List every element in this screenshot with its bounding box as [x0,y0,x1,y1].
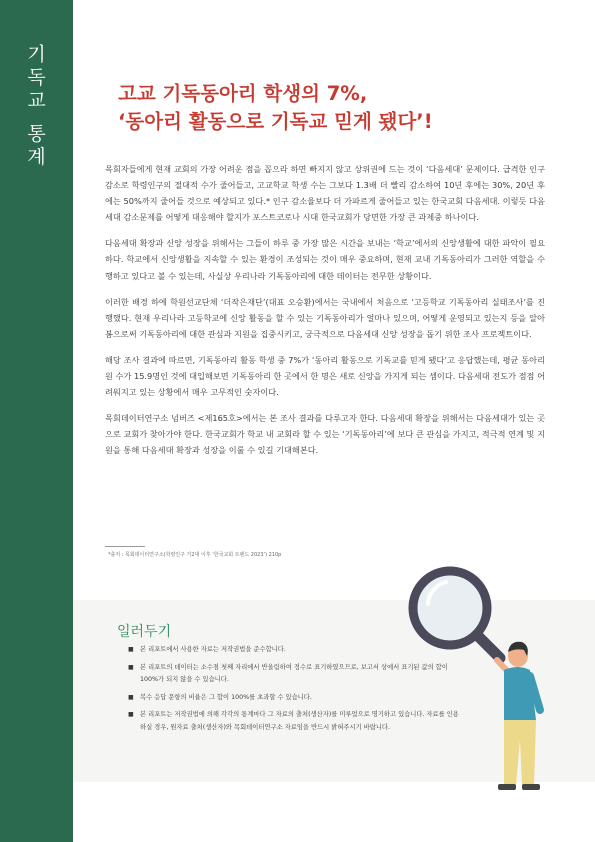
notice-text: 복수 응답 문항의 비율은 그 합이 100%를 초과할 수 있습니다. [140,693,312,701]
bullet-icon: ■ [128,693,134,701]
notice-text: 본 리포트는 저작권법에 의해 각각의 통계마다 그 자료의 출처(생산자)를 미루었으로 명기하고 있습니다. 자료를 인용하실 경우, 원자료 출처(생산자)와 목회데이터연구소 자료임을 반드시 밝혀주시기 바랍니다. [140,711,459,731]
headline-line-1: 고교 기독동아리 학생의 7%, [118,82,368,105]
paragraph: 다음세대 확장과 신앙 성장을 위해서는 그들이 하루 중 가장 많은 시간을 보내는 ‘학교’에서의 신앙생활에 대한 파악이 필요하다. 학교에서 신앙생활을 지속할 수 있는 환경이 조성되는 것이 매우 중요하며, 현재 교내 기독동아리가 그러한 역할을 수행하고 있다고 볼 수 있는데, 사실상 우리나라 기독동아리에 대한 데이터는 전무한 상황이다. [105,238,545,281]
article-headline [118,80,538,136]
footnote: *출처 : 목회데이터연구소(학령인구 기2대 이후 ‘한국교회 트렌드 2023’) 210p [108,552,282,558]
paragraph: 해당 조사 결과에 따르면, 기독동아리 활동 학생 중 7%가 ‘동아리 활동으로 기독교를 믿게 됐다’고 응답했는데, 평균 동아리원 수가 15.9명인 것에 대입해보면 기독동아리 한 곳에서 한 명은 새로 신앙을 가지게 되는 셈이다. 다음세대 전도가 점점 어려워지고 있는 상황에서 매우 고무적인 숫자이다. [105,354,545,398]
paragraph: 이러한 배경 하에 학원선교단체 ‘더작은재단’(대표 오승환)에서는 국내에서 처음으로 ‘고등학교 기독동아리 실태조사’를 진행했다. 현재 우리나라 고등학교에 신앙 활동을 할 수 있는 기독동아리가 얼마나 있으며, 어떻게 운영되고 있는지 등을 알아봄으로써 기독동아리에 대한 관심과 지원을 집중시키고, 궁극적으로 다음세대 신앙 성장을 돕기 위한 조사 프로젝트이다. [105,296,545,339]
article-body [105,161,545,469]
footnote-divider [105,546,145,547]
notice-text: 본 리포트에서 사용한 자료는 저작권법을 준수합니다. [140,646,286,653]
right-shoe [522,784,540,790]
magnifier-handle [478,636,500,658]
headline-line-2: ‘동아리 활동으로 기독교 믿게 됐다’! [118,110,433,133]
notice-title: 일러두기 [117,624,172,640]
side-bar [0,0,73,842]
pants [504,720,536,785]
notice-text: 본 리포트의 데이터는 소수점 첫째 자리에서 반올림하여 정수로 표기하였으므로, 보고서 상에서 표기된 값의 합이 100%가 되지 않을 수 있습니다. [140,663,448,683]
left-shoe [498,784,516,790]
paragraph: 목회데이터연구소 넘버즈 <제165호>에서는 본 조사 결과를 다루고자 한다. 다음세대 확장을 위해서는 다음세대가 있는 곳으로 교회가 찾아가야 한다. 한국교회가 학교 내 교회라 할 수 있는 ‘기독동아리’에 보다 큰 관심을 가지고, 적극적 연계 및 지원을 통해 다음세대 확장과 성장을 이룰 수 있길 기대해본다. [105,413,545,456]
bullet-icon: ■ [128,711,134,718]
paragraph: 목회자들에게 현재 교회의 가장 어려운 점을 꼽으라 하면 빠지지 않고 상위권에 드는 것이 ‘다음세대’ 문제이다. 급격한 인구 감소로 학령인구의 절대적 수가 줄어들고, 고교학교 학생 수는 그보다 1.3배 더 빨리 감소하여 10년 후에는 30%, 20년 후에는 50%까지 줄어들 것으로 예상되고 있다.* 인구 감소율보다 더 가파르게 줄어들고 있는 한국교회 다음세대. 이렇듯 다음세대 감소문제를 어떻게 대응해야 할지가 포스트코로나 시대 한국교회가 당면한 가장 큰 과제중 하나이다. [105,164,545,223]
bullet-icon: ■ [128,663,134,671]
person-with-magnifier-illustration [400,560,560,805]
bullet-icon: ■ [128,646,134,653]
section-title: 기독교 통계 [24,44,46,170]
